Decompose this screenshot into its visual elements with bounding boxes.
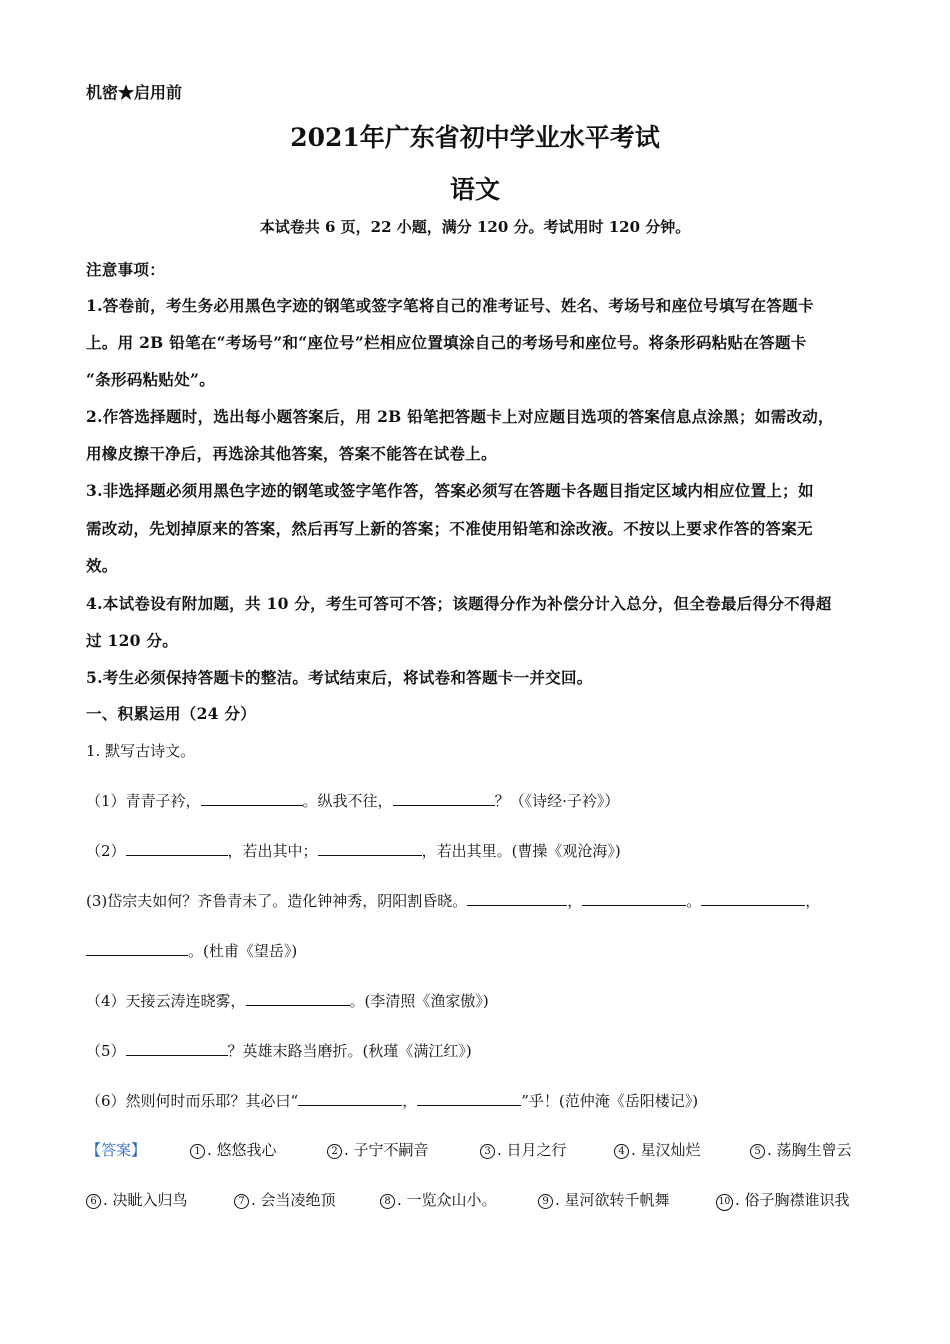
exam-title: 2021年广东省初中学业水平考试 bbox=[290, 123, 660, 152]
answer-item: 2 . 子宁不嗣音 bbox=[327, 1139, 429, 1160]
question-title: 1. 默写古诗文。 bbox=[86, 742, 196, 760]
answer-item: 5 . 荡胸生曾云 bbox=[750, 1139, 852, 1160]
poem-item-3-cont: 。(杜甫《望岳》) bbox=[86, 940, 297, 961]
notice-line: 需改动，先划掉原来的答案，然后再写上新的答案；不准使用铅笔和涂改液。不按以上要求作答的答案无 bbox=[86, 519, 813, 538]
notice-line: 过 120 分。 bbox=[86, 631, 179, 650]
fill-blank[interactable] bbox=[701, 891, 805, 906]
notice-line: 上。用 2B 铅笔在“考场号”和“座位号”栏相应位置填涂自己的考场号和座位号。将条形码粘贴在答题卡 bbox=[86, 333, 807, 352]
notice-line: 2.作答选择题时，选出每小题答案后，用 2B 铅笔把答题卡上对应题目选项的答案信息点涂黑；如需改动， bbox=[86, 407, 834, 426]
poem-item-6: （6）然则何时而乐耶？其必曰“ ， ”乎！(范仲淹《岳阳楼记》) bbox=[86, 1092, 699, 1110]
notice-line: “条形码粘贴处”。 bbox=[86, 370, 216, 389]
fill-blank[interactable] bbox=[126, 841, 228, 856]
poem-item-2: （2） ，若出其中； ，若出其里。(曹操《观沧海》) bbox=[86, 842, 621, 860]
answer-item: 1 . 悠悠我心 bbox=[190, 1139, 277, 1160]
fill-blank[interactable] bbox=[86, 941, 188, 956]
answer-item: 3 . 日月之行 bbox=[480, 1139, 567, 1160]
exam-info: 本试卷共 6 页，22 小题，满分 120 分。考试用时 120 分钟。 bbox=[259, 218, 691, 236]
poem-item-3: (3)岱宗夫如何？齐鲁青未了。造化钟神秀，阴阳割昏晓。 ， 。 ， bbox=[86, 892, 821, 910]
fill-blank[interactable] bbox=[126, 1041, 228, 1056]
answer-item: 4 . 星汉灿烂 bbox=[614, 1139, 701, 1160]
fill-blank[interactable] bbox=[298, 1091, 402, 1106]
fill-blank[interactable] bbox=[417, 1091, 521, 1106]
notice-line: 5.考生必须保持答题卡的整洁。考试结束后，将试卷和答题卡一并交回。 bbox=[86, 668, 593, 687]
fill-blank[interactable] bbox=[318, 841, 422, 856]
notice-line: 用橡皮擦干净后，再选涂其他答案，答案不能答在试卷上。 bbox=[86, 444, 497, 463]
fill-blank[interactable] bbox=[582, 891, 686, 906]
answer-item: 7 . 会当凌绝顶 bbox=[234, 1189, 336, 1210]
fill-blank[interactable] bbox=[201, 791, 303, 806]
poem-item-5: （5） ？英雄末路当磨折。(秋瑾《满江红》) bbox=[86, 1042, 472, 1060]
answer-item: 9 . 星河欲转千帆舞 bbox=[538, 1189, 670, 1210]
answer-item: 6 . 决眦入归鸟 bbox=[86, 1189, 188, 1210]
answer-item: 8 . 一览众山小。 bbox=[380, 1189, 497, 1210]
poem-item-1: （1）青青子衿， 。纵我不往， ？（《诗经·子衿》） bbox=[86, 792, 620, 810]
answer-tag: 【答案】 bbox=[86, 1141, 147, 1159]
notice-heading: 注意事项： bbox=[86, 260, 166, 279]
confidential-mark: 机密★启用前 bbox=[86, 83, 183, 102]
fill-blank[interactable] bbox=[246, 991, 350, 1006]
fill-blank[interactable] bbox=[393, 791, 495, 806]
notice-line: 3.非选择题必须用黑色字迹的钢笔或签字笔作答，答案必须写在答题卡各题目指定区域内相应位置上；如 bbox=[86, 481, 814, 500]
notice-line: 4.本试卷设有附加题，共 10 分，考生可答可不答；该题得分作为补偿分计入总分，但全卷最后得分不得超 bbox=[86, 594, 832, 613]
fill-blank[interactable] bbox=[467, 891, 567, 906]
subject-title: 语文 bbox=[449, 175, 500, 204]
poem-item-4: （4）天接云涛连晓雾， 。(李清照《渔家傲》) bbox=[86, 992, 489, 1010]
section-heading: 一、积累运用（24 分） bbox=[86, 704, 257, 723]
notice-line: 效。 bbox=[86, 556, 118, 575]
notice-line: 1.答卷前，考生务必用黑色字迹的钢笔或签字笔将自己的准考证号、姓名、考场号和座位号填写在答题卡 bbox=[86, 296, 814, 315]
answer-item: 10 . 俗子胸襟谁识我 bbox=[716, 1189, 850, 1211]
